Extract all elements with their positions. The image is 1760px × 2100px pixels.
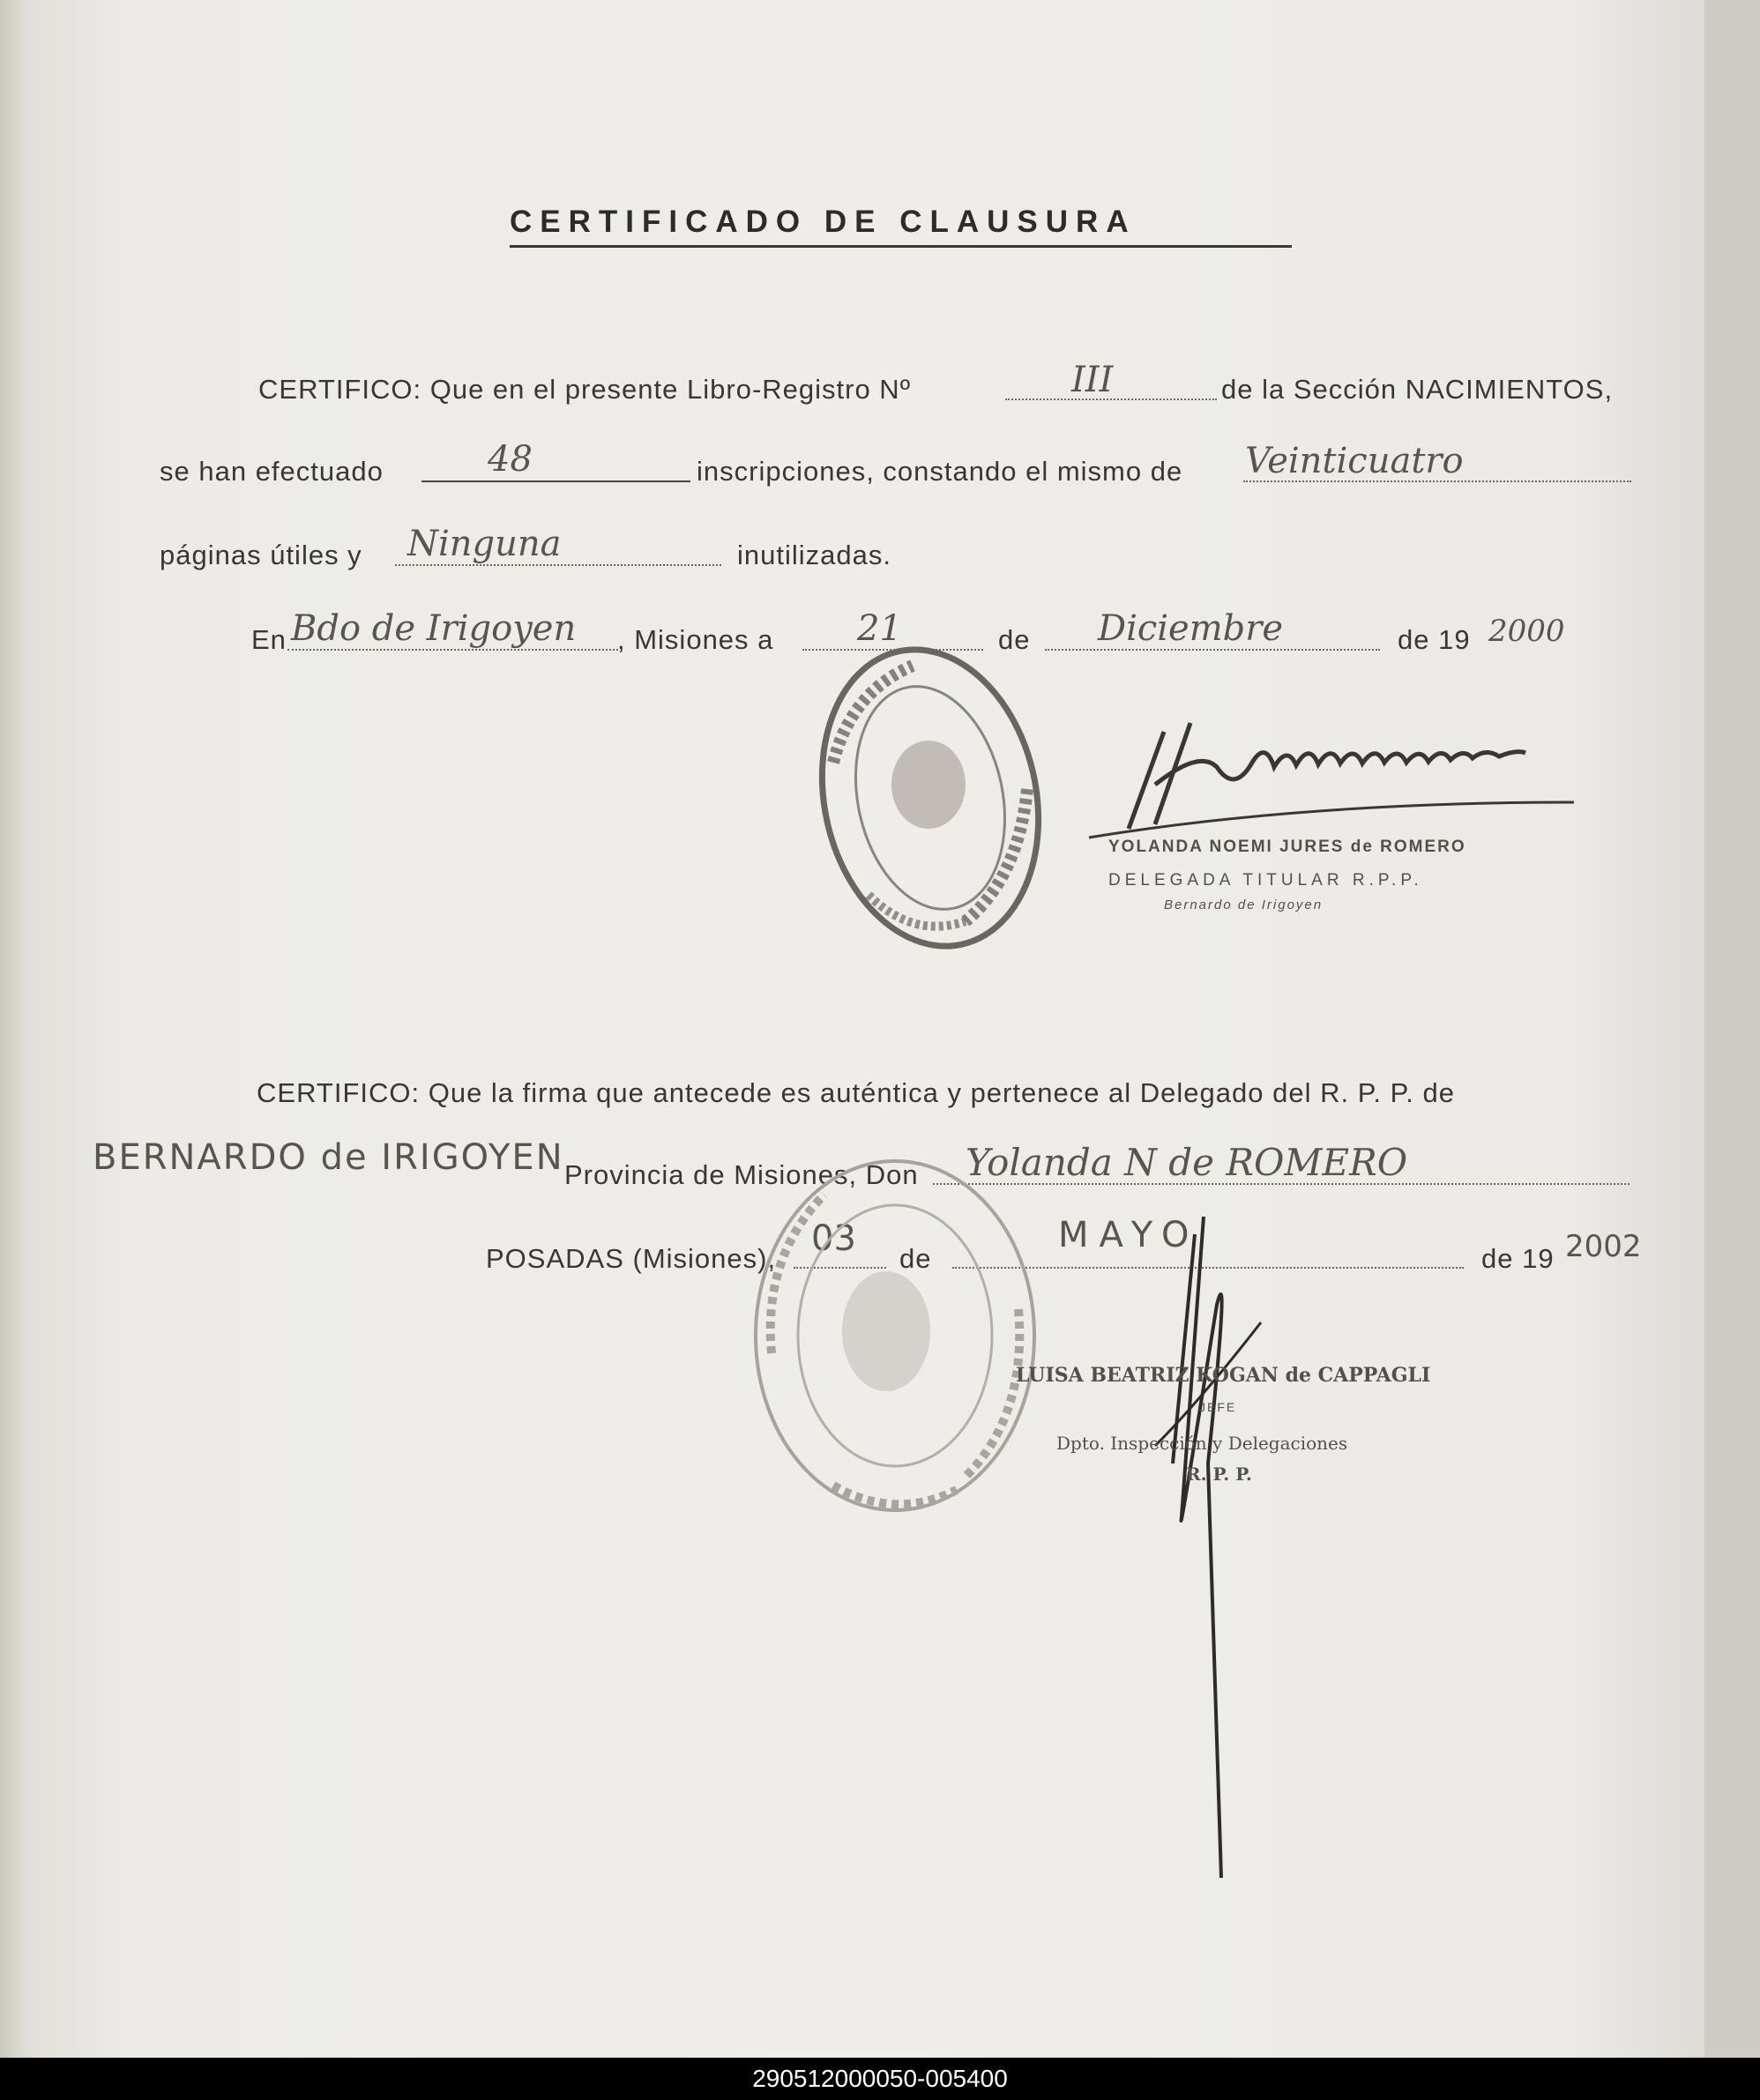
signature-1 (1085, 714, 1578, 851)
document-title: CERTIFICADO DE CLAUSURA (510, 205, 1137, 239)
s1-line4-misiones: , Misiones a (617, 624, 774, 655)
s1-line3-prefix: páginas útiles y (160, 540, 362, 570)
document-page (34, 0, 1704, 2058)
s1-line1-suffix: de la Sección NACIMIENTOS, (1221, 374, 1614, 405)
libro-numero: III (1071, 360, 1114, 400)
lugar-blank (287, 649, 618, 651)
dia-certificacion: 03 (811, 1218, 856, 1259)
mes-firma: Diciembre (1098, 608, 1284, 649)
paginas-utiles: Veinticuatro (1245, 441, 1464, 481)
s1-line4-en: En (251, 624, 287, 655)
delegation-seal (816, 639, 1054, 961)
s1-line2-middle: inscripciones, constando el mismo de (697, 456, 1183, 487)
s1-line1-prefix: CERTIFICO: Que en el presente Libro-Registro Nº (258, 374, 912, 405)
s2-line2-prefix: Provincia de Misiones, Don (564, 1159, 919, 1190)
signature1-location: Bernardo de Irigoyen (1164, 897, 1324, 912)
mes-certificacion: MAYO (1058, 1215, 1200, 1255)
nombre-delegado: Yolanda N de ROMERO (966, 1141, 1408, 1184)
s2-line3-de: de (899, 1243, 932, 1274)
signature2-role: JEFE (1199, 1400, 1237, 1414)
page-right-edge (1704, 0, 1760, 2058)
inscripciones-count: 48 (488, 439, 533, 480)
title-underline (510, 245, 1292, 248)
signature2-org: R. P. P. (1186, 1463, 1252, 1485)
s2-line3-anio-prefix: de 19 (1481, 1243, 1555, 1274)
inscripciones-blank (421, 480, 690, 482)
ministry-seal (745, 1151, 1045, 1525)
dia-firma: 21 (857, 608, 902, 649)
anio-firma: 2000 (1488, 614, 1565, 649)
page-left-edge (0, 0, 34, 2058)
lugar-delegacion: BERNARDO de IRIGOYEN (93, 1137, 564, 1178)
inutilizadas-blank (395, 564, 721, 566)
s2-line3-prefix: POSADAS (Misiones), (486, 1243, 777, 1274)
footer-bar (0, 2058, 1760, 2100)
s1-line4-de: de (998, 624, 1031, 655)
s1-line4-anio-prefix: de 19 (1398, 624, 1471, 655)
s1-line2-prefix: se han efectuado (160, 456, 384, 487)
paginas-inutilizadas: Ninguna (407, 524, 562, 564)
anio-certificacion: 2002 (1565, 1229, 1642, 1264)
signature2-name: LUISA BEATRIZ KOGAN de CAPPAGLI (1016, 1364, 1431, 1387)
lugar-firma: Bdo de Irigoyen (291, 608, 577, 649)
signature1-title: DELEGADA TITULAR R.P.P. (1108, 871, 1423, 890)
mes-blank (1045, 649, 1380, 651)
s2-line1: CERTIFICO: Que la firma que antecede es auténtica y pertenece al Delegado del R. P. P. de (257, 1077, 1456, 1108)
signature2-dept: Dpto. Inspección y Delegaciones (1056, 1433, 1348, 1454)
signature1-name: YOLANDA NOEMI JURES de ROMERO (1108, 838, 1466, 856)
signature-2 (1120, 1181, 1279, 1891)
document-id: 290512000050-005400 (752, 2065, 1008, 2092)
s1-line3-suffix: inutilizadas. (737, 540, 891, 570)
